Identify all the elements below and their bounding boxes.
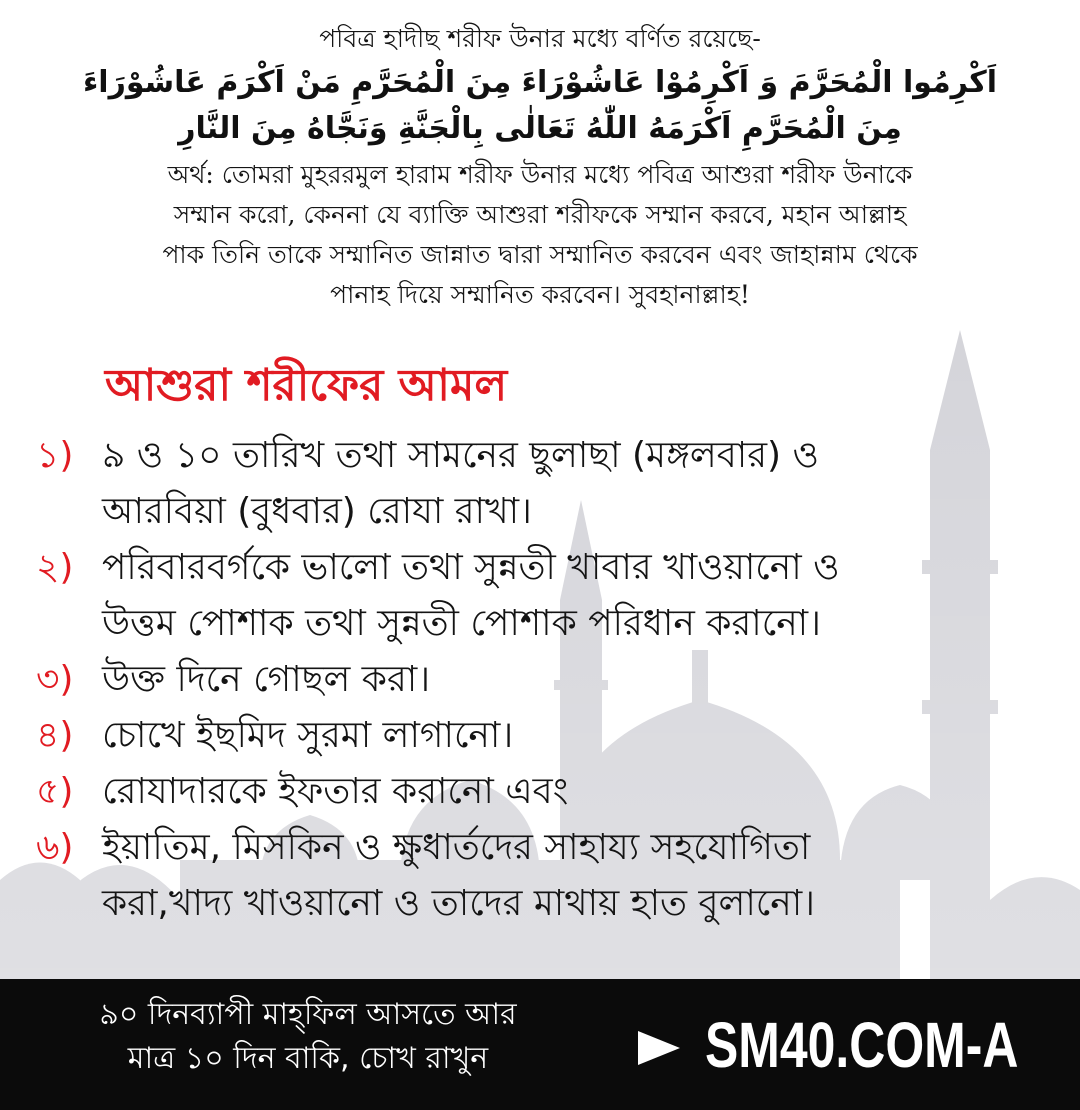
item-text <box>102 428 1056 540</box>
item-text <box>102 820 1056 932</box>
item-number: ৫) <box>36 771 74 812</box>
item-text-line: আরবিয়া (বুধবার) রোযা রাখা। <box>102 491 532 532</box>
item-text-line: রোযাদারকে ইফতার করানো এবং <box>102 771 569 812</box>
item-number: ৪) <box>36 715 74 756</box>
item-text-line: ইয়াতিম, মিসকিন ও ক্ষুধার্তদের সাহায্য সহযোগিতা <box>102 827 811 868</box>
item-text <box>102 652 1056 708</box>
item-text-line: উত্তম পোশাক তথা সুন্নতী পোশাক পরিধান করানো। <box>102 603 821 644</box>
item-text-line: করা,খাদ্য খাওয়ানো ও তাদের মাথায় হাত বুলানো। <box>102 883 816 924</box>
list-item <box>36 428 1056 540</box>
section-title: আশুরা শরীফের আমল <box>105 360 508 411</box>
item-text <box>102 764 1056 820</box>
item-text <box>102 540 1056 652</box>
footer-bar <box>0 979 1080 1110</box>
list-item <box>36 820 1056 932</box>
list-item <box>36 540 1056 652</box>
list-item <box>36 652 1056 708</box>
item-number: ৬) <box>36 827 74 868</box>
arabic-hadith <box>60 60 1020 152</box>
item-number: ২) <box>36 547 74 588</box>
list-item <box>36 708 1056 764</box>
footer-announcement <box>28 993 588 1081</box>
item-text-line: পরিবারবর্গকে ভালো তথা সুন্নতী খাবার খাওয়ানো ও <box>102 547 840 588</box>
item-text-line: চোখে ইছমিদ সুরমা লাগানো। <box>102 715 514 756</box>
arabic-line-1: اَكْرِمُوا الْمُحَرَّمَ وَ اَكْرِمُوْا عَاشُوْرَاءَ مِنَ الْمُحَرَّمِ مَنْ اَكْرَمَ عَاشُوْرَاءَ <box>82 65 998 100</box>
arabic-line-2: مِنَ الْمُحَرَّمِ اَكْرَمَهُ اللّٰهُ تَعَالٰى بِالْجَنَّةِ وَنَجَّاهُ مِنَ النَّارِ <box>178 111 902 146</box>
item-text-line: ৯ ও ১০ তারিখ তথা সামনের ছুলাছা (মঙ্গলবার) ও <box>102 435 819 476</box>
item-text-line: উক্ত দিনে গোছল করা। <box>102 659 431 700</box>
item-text <box>102 708 1056 764</box>
play-arrow-icon <box>636 1029 682 1067</box>
translation-line-2: সম্মান করো, কেননা যে ব্যাক্তি আশুরা শরীফকে সম্মান করবে, মহান আল্লাহ <box>173 200 907 229</box>
intro-line: পবিত্র হাদীছ শরীফ উনার মধ্যে বর্ণিত রয়েছে- <box>319 24 761 53</box>
list-item <box>36 764 1056 820</box>
translation-line-3: পাক তিনি তাকে সম্মানিত জান্নাত দ্বারা সম্মানিত করবেন এবং জাহান্নাম থেকে <box>162 240 918 269</box>
translation-block <box>60 155 1020 315</box>
footer-line-2: মাত্র ১০ দিন বাকি, চোখ রাখুন <box>127 1041 489 1076</box>
amal-list <box>36 428 1056 932</box>
brand-label: SM40.COM-A <box>705 1009 1019 1081</box>
item-number: ১) <box>36 435 74 476</box>
item-number: ৩) <box>36 659 74 700</box>
translation-line-4: পানাহ দিয়ে সম্মানিত করবেন। সুবহানাল্লাহ! <box>330 280 750 309</box>
footer-line-1: ৯০ দিনব্যাপী মাহ্‌ফিল আসতে আর <box>99 997 517 1032</box>
translation-line-1: অর্থ: তোমরা মুহররমুল হারাম শরীফ উনার মধ্যে পবিত্র আশুরা শরীফ উনাকে <box>167 160 913 189</box>
